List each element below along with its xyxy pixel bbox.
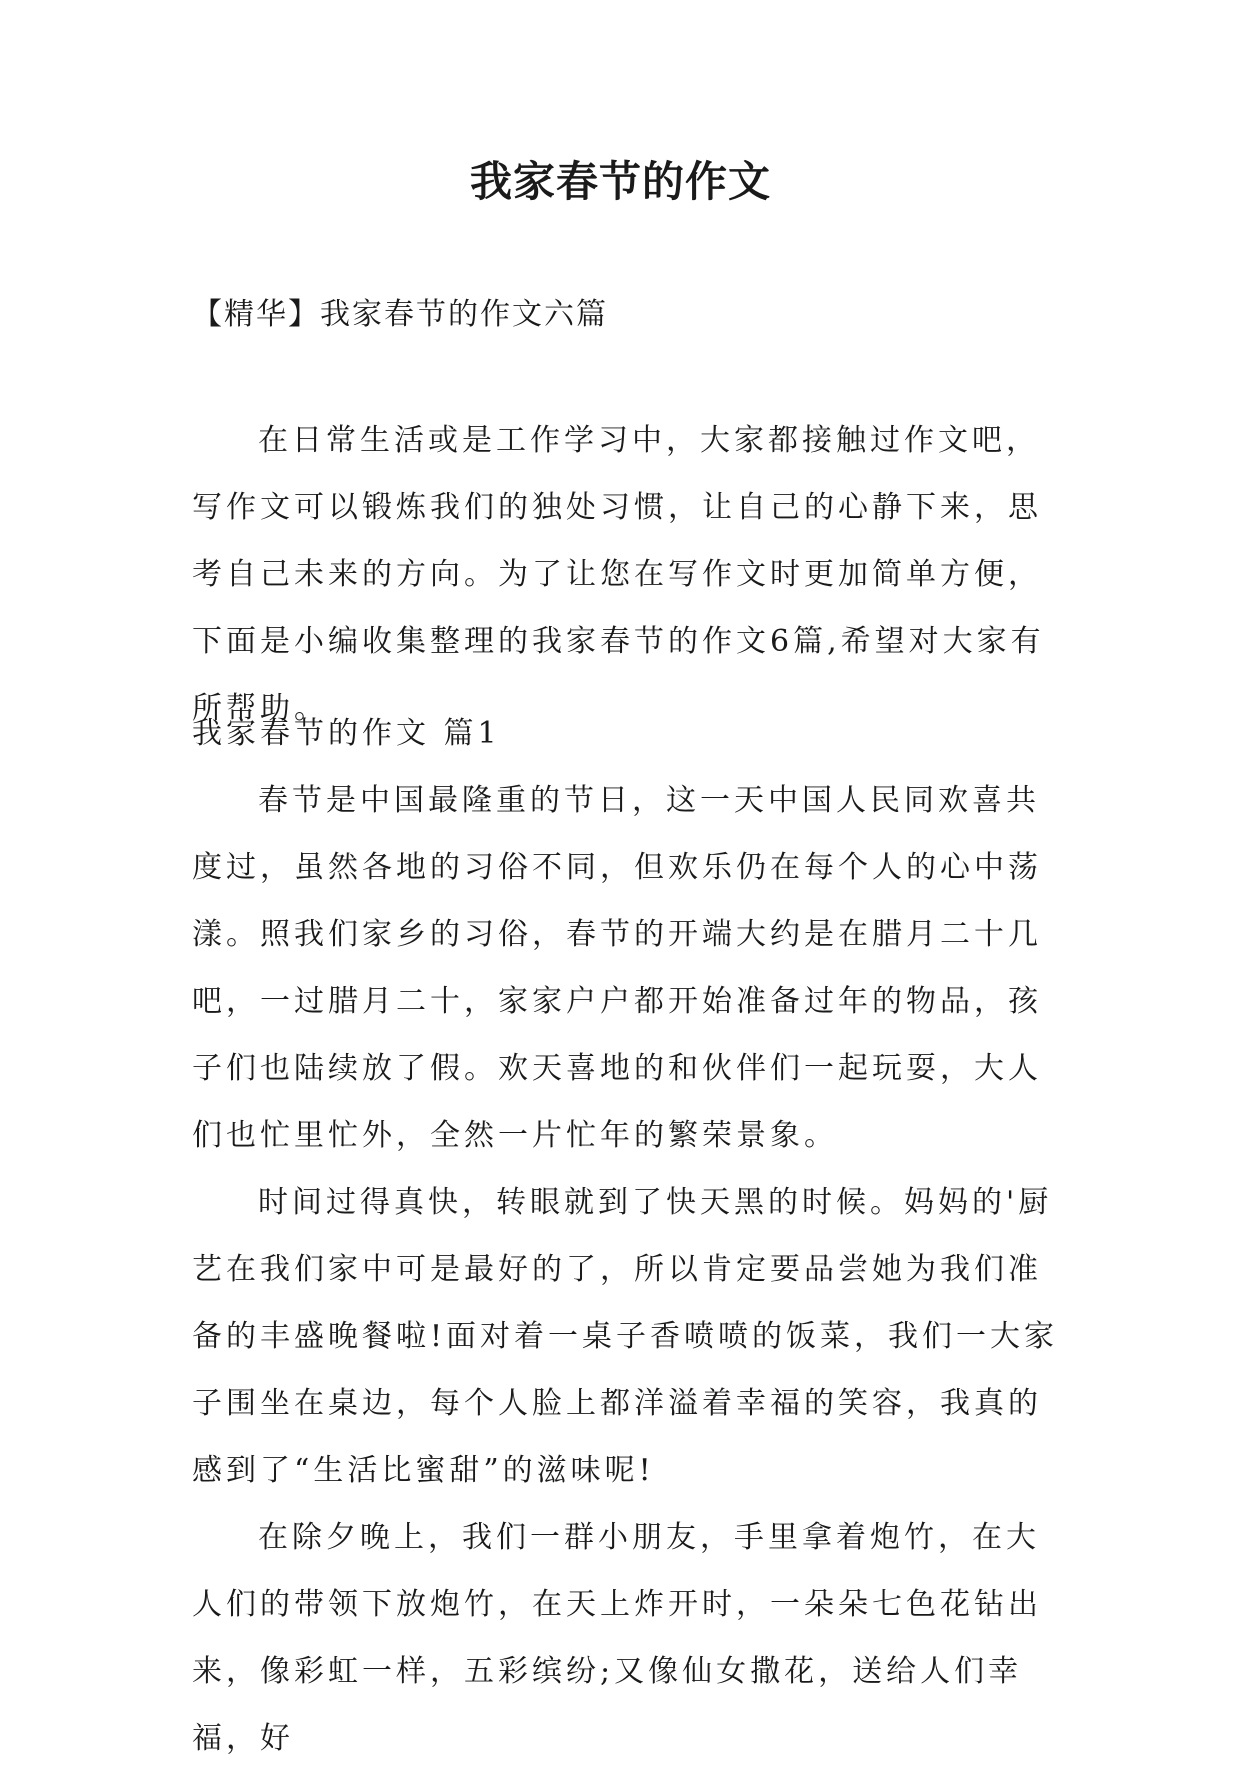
essay-heading: 我家春节的作文 篇1 xyxy=(192,716,501,751)
intro-paragraph: 在日常生活或是工作学习中，大家都接触过作文吧，写作文可以锻炼我们的独处习惯，让自己的心静下来，思考自己未来的方向。为了让您在写作文时更加简单方便，下面是小编收集整理的我家春节的作文6篇,希望对大家有所帮助。 xyxy=(192,423,1045,726)
essay-section xyxy=(192,700,1062,1772)
intro-section xyxy=(192,407,1062,742)
page-title: 我家春节的作文 xyxy=(469,157,771,206)
essay-paragraph: 时间过得真快，转眼就到了快天黑的时候。妈妈的'厨艺在我们家中可是最好的了，所以肯定要品尝她为我们准备的丰盛晚餐啦!面对着一桌子香喷喷的饭菜，我们一大家子围坐在桌边，每个人脸上都洋溢着幸福的笑容，我真的感到了“生活比蜜甜”的滋味呢! xyxy=(192,1185,1059,1488)
essay-paragraph: 在除夕晚上，我们一群小朋友，手里拿着炮竹，在大人们的带领下放炮竹，在天上炸开时，一朵朵七色花钻出来，像彩虹一样，五彩缤纷;又像仙女撒花，送给人们幸福，好 xyxy=(192,1520,1042,1756)
document-subtitle: 【精华】我家春节的作文六篇 xyxy=(192,297,608,332)
essay-paragraph: 春节是中国最隆重的节日，这一天中国人民同欢喜共度过，虽然各地的习俗不同，但欢乐仍在每个人的心中荡漾。照我们家乡的习俗，春节的开端大约是在腊月二十几吧，一过腊月二十，家家户户都开始准备过年的物品，孩子们也陆续放了假。欢天喜地的和伙伴们一起玩耍，大人们也忙里忙外，全然一片忙年的繁荣景象。 xyxy=(192,783,1042,1153)
